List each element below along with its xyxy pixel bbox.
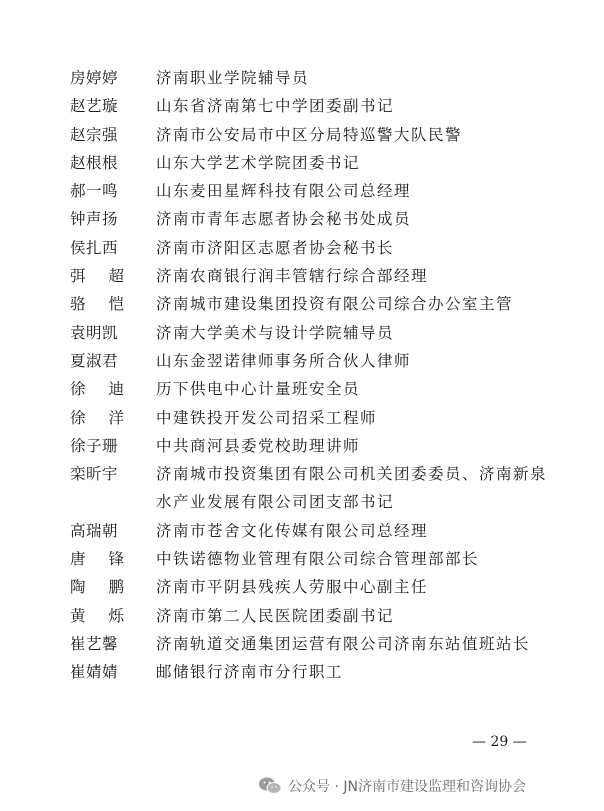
person-position: 邮储银行济南市分行职工: [156, 663, 344, 682]
list-item: [0, 121, 604, 149]
person-position: 济南市平阴县残疾人劳服中心副主任: [156, 578, 429, 597]
person-name: 崔婧婧: [70, 663, 119, 682]
person-name: 陶鹏: [70, 578, 148, 597]
person-name: 徐洋: [70, 408, 148, 427]
person-name: 弭超: [70, 267, 148, 286]
person-position: 中建铁投开发公司招采工程师: [156, 408, 378, 427]
person-position: 济南城市投资集团有限公司机关团委委员、济南新泉水产业发展有限公司团支部书记: [156, 465, 548, 512]
person-name: 房婷婷: [70, 69, 119, 87]
list-item: [0, 262, 604, 290]
person-name: 骆恺: [70, 295, 148, 314]
person-name: 高瑞朝: [70, 521, 119, 540]
person-position: 历下供电中心计量班安全员: [156, 380, 361, 399]
person-position: 济南职业学院辅导员: [156, 69, 310, 87]
person-position: 济南市青年志愿者协会秘书处成员: [156, 210, 412, 229]
list-item: [0, 319, 604, 347]
person-position: 济南城市建设集团投资有限公司综合办公室主管: [156, 295, 514, 314]
person-position: 中共商河县委党校助理讲师: [156, 436, 361, 455]
list-item: [0, 573, 604, 601]
wechat-icon: [258, 776, 282, 796]
person-name: 赵宗强: [70, 125, 119, 144]
list-item: [0, 92, 604, 120]
page-number: — 29 —: [472, 734, 527, 750]
person-name: 栾昕宇: [70, 465, 119, 484]
person-position: 山东省济南第七中学团委副书记: [156, 97, 395, 116]
list-item: [0, 432, 604, 460]
list-item: [0, 205, 604, 233]
person-position: 济南市济阳区志愿者协会秘书长: [156, 238, 395, 257]
person-position: 山东金翌诺律师事务所合伙人律师: [156, 351, 412, 370]
person-name: 袁明凯: [70, 323, 119, 342]
person-name: 崔艺馨: [70, 634, 119, 653]
person-name: 夏淑君: [70, 351, 119, 370]
person-name: 侯扎西: [70, 238, 119, 257]
person-name: 徐子珊: [70, 436, 119, 455]
list-item: [0, 177, 604, 205]
person-name: 徐迪: [70, 380, 148, 399]
person-position: 中铁诺德物业管理有限公司综合管理部部长: [156, 550, 480, 569]
list-item: [0, 404, 604, 432]
person-name: 钟声扬: [70, 210, 119, 229]
person-name: 赵根根: [70, 153, 119, 172]
list-item: [0, 517, 604, 545]
person-position: 山东大学艺术学院团委书记: [156, 153, 361, 172]
name-list: [0, 64, 604, 687]
person-position: 济南农商银行润丰管辖行综合部经理: [156, 267, 429, 286]
watermark: [258, 774, 526, 798]
list-item: [0, 149, 604, 177]
list-item: [0, 658, 604, 686]
list-item: [0, 234, 604, 262]
list-item: [0, 347, 604, 375]
person-name: 郝一鸣: [70, 182, 119, 201]
person-position: 济南市第二人民医院团委副书记: [156, 606, 395, 625]
person-position: 济南市公安局市中区分局特巡警大队民警: [156, 125, 463, 144]
person-position: 济南市苍舍文化传媒有限公司总经理: [156, 521, 429, 540]
person-name: 黄烁: [70, 606, 148, 625]
list-item: [0, 460, 604, 517]
watermark-text: 公众号 · JN济南市建设监理和咨询协会: [288, 779, 526, 795]
list-item: [0, 290, 604, 318]
list-item: [0, 64, 604, 92]
person-position: 济南大学美术与设计学院辅导员: [156, 323, 395, 342]
list-item: [0, 545, 604, 573]
person-name: 赵艺璇: [70, 97, 119, 116]
list-item: [0, 602, 604, 630]
list-item: [0, 375, 604, 403]
person-name: 唐锋: [70, 550, 148, 569]
person-position: 济南轨道交通集团运营有限公司济南东站值班站长: [156, 634, 531, 653]
person-position: 山东麦田星辉科技有限公司总经理: [156, 182, 412, 201]
list-item: [0, 630, 604, 658]
